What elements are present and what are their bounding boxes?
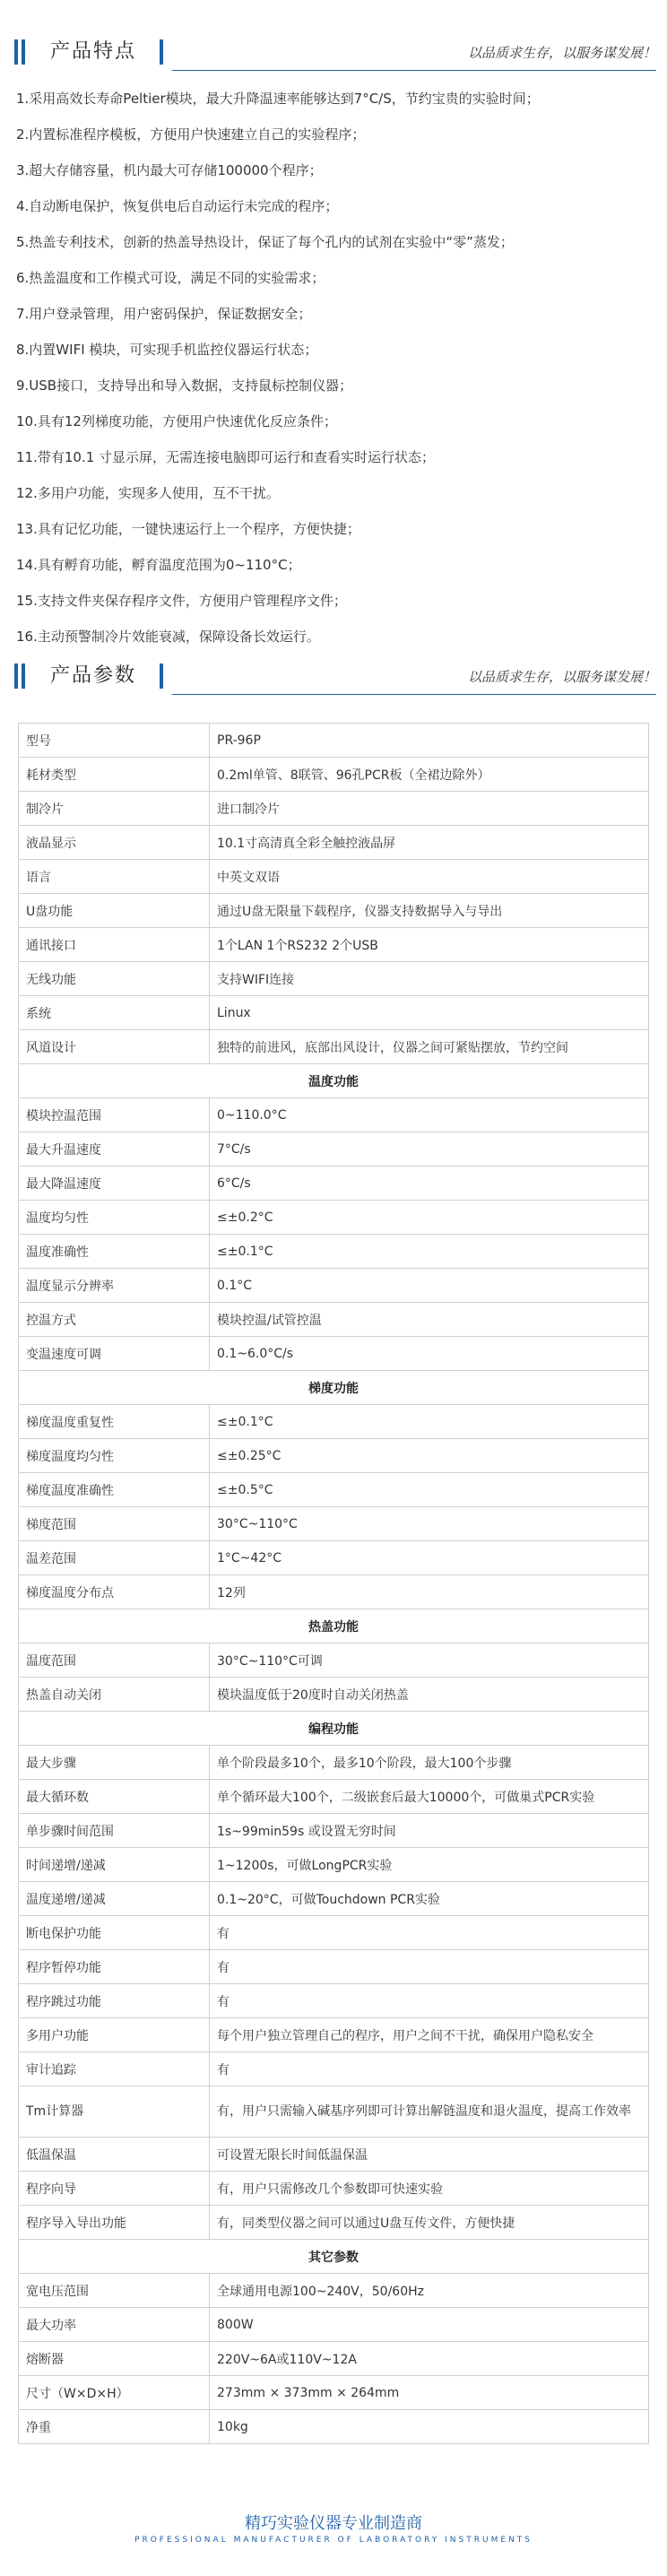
spec-row xyxy=(19,2018,649,2052)
spec-value: Linux xyxy=(210,996,649,1030)
header-accent-bar xyxy=(160,664,163,689)
spec-group-row xyxy=(19,1371,649,1405)
spec-value: 有，同类型仪器之间可以通过U盘互传文件，方便快捷 xyxy=(210,2206,649,2240)
spec-row xyxy=(19,1098,649,1132)
section-title: 产品特点 xyxy=(50,40,137,63)
spec-group-title: 梯度功能 xyxy=(19,1371,649,1405)
spec-key: 梯度温度重复性 xyxy=(19,1405,210,1439)
spec-value: 单个阶段最多10个，最多10个阶段，最大100个步骤 xyxy=(210,1746,649,1780)
spec-key: U盘功能 xyxy=(19,894,210,928)
spec-row xyxy=(19,1882,649,1916)
spec-key: 梯度温度分布点 xyxy=(19,1575,210,1609)
spec-row xyxy=(19,826,649,860)
spec-row xyxy=(19,1269,649,1303)
header-rule xyxy=(172,694,656,695)
spec-row xyxy=(19,2206,649,2240)
spec-value: 支持WIFI连接 xyxy=(210,962,649,996)
header-accent-bar xyxy=(22,39,25,65)
spec-group-title: 热盖功能 xyxy=(19,1609,649,1644)
spec-value: ≤±0.2°C xyxy=(210,1201,649,1235)
spec-key: 低温保温 xyxy=(19,2138,210,2172)
feature-item: 4.自动断电保护，恢复供电后自动运行未完成的程序； xyxy=(16,198,339,214)
spec-row xyxy=(19,1235,649,1269)
section-title: 产品参数 xyxy=(50,664,137,687)
spec-value: ≤±0.1°C xyxy=(210,1235,649,1269)
spec-key: 温度递增/递减 xyxy=(19,1882,210,1916)
spec-key: 风道设计 xyxy=(19,1030,210,1064)
spec-group-row xyxy=(19,2240,649,2274)
spec-row xyxy=(19,1439,649,1473)
spec-row xyxy=(19,2052,649,2086)
spec-key: 热盖自动关闭 xyxy=(19,1678,210,1712)
spec-key: 温差范围 xyxy=(19,1541,210,1575)
spec-key: 语言 xyxy=(19,860,210,894)
spec-value: 0.1~6.0°C/s xyxy=(210,1337,649,1371)
spec-key: 审计追踪 xyxy=(19,2052,210,2086)
spec-key: 程序跳过功能 xyxy=(19,1984,210,2018)
spec-key: 梯度范围 xyxy=(19,1507,210,1541)
spec-value: 进口制冷片 xyxy=(210,792,649,826)
spec-group-title: 编程功能 xyxy=(19,1712,649,1746)
feature-item: 6.热盖温度和工作模式可设，满足不同的实验需求； xyxy=(16,270,325,286)
spec-row xyxy=(19,928,649,962)
spec-key: 温度准确性 xyxy=(19,1235,210,1269)
spec-key: 模块控温范围 xyxy=(19,1098,210,1132)
spec-key: 耗材类型 xyxy=(19,758,210,792)
feature-list xyxy=(16,81,658,655)
spec-key: 多用户功能 xyxy=(19,2018,210,2052)
spec-key: 单步骤时间范围 xyxy=(19,1814,210,1848)
spec-row xyxy=(19,1780,649,1814)
spec-value: 273mm × 373mm × 264mm xyxy=(210,2376,649,2410)
spec-row xyxy=(19,996,649,1030)
spec-table xyxy=(18,723,649,2444)
spec-value: 有 xyxy=(210,1916,649,1950)
spec-group-row xyxy=(19,1712,649,1746)
spec-key: 宽电压范围 xyxy=(19,2274,210,2308)
spec-row xyxy=(19,792,649,826)
spec-value: 中英文双语 xyxy=(210,860,649,894)
spec-key: 变温速度可调 xyxy=(19,1337,210,1371)
spec-key: 温度显示分辨率 xyxy=(19,1269,210,1303)
spec-value: 800W xyxy=(210,2308,649,2342)
spec-value: ≤±0.25°C xyxy=(210,1439,649,1473)
spec-key: 通讯接口 xyxy=(19,928,210,962)
spec-group-row xyxy=(19,1064,649,1098)
feature-item: 12.多用户功能，实现多人使用，互不干扰。 xyxy=(16,485,280,501)
spec-key: 无线功能 xyxy=(19,962,210,996)
spec-key: 最大降温速度 xyxy=(19,1167,210,1201)
footer-tagline: PROFESSIONAL MANUFACTURER OF LABORATORY INSTRUMENTS xyxy=(134,2536,533,2545)
header-rule xyxy=(172,70,656,71)
spec-value: 10.1寸高清真全彩全触控液晶屏 xyxy=(210,826,649,860)
feature-item: 3.超大存储容量，机内最大可存储100000个程序； xyxy=(16,162,323,178)
spec-row xyxy=(19,1201,649,1235)
spec-value: 220V~6A或110V~12A xyxy=(210,2342,649,2376)
spec-key: 温度均匀性 xyxy=(19,1201,210,1235)
spec-key: 程序导入导出功能 xyxy=(19,2206,210,2240)
spec-value: 有，用户只需输入碱基序列即可计算出解链温度和退火温度，提高工作效率 xyxy=(210,2086,649,2138)
spec-key: 温度范围 xyxy=(19,1644,210,1678)
spec-value: 1个LAN 1个RS232 2个USB xyxy=(210,928,649,962)
header-accent-bar xyxy=(22,664,25,689)
spec-row xyxy=(19,860,649,894)
spec-value: 1~1200s，可做LongPCR实验 xyxy=(210,1848,649,1882)
spec-row xyxy=(19,894,649,928)
spec-key: 梯度温度准确性 xyxy=(19,1473,210,1507)
spec-value: 6°C/s xyxy=(210,1167,649,1201)
spec-row xyxy=(19,1167,649,1201)
spec-row xyxy=(19,1950,649,1984)
spec-value: 30°C~110°C可调 xyxy=(210,1644,649,1678)
spec-value: 单个循环最大100个，二级嵌套后最大10000个，可做巢式PCR实验 xyxy=(210,1780,649,1814)
spec-key: 尺寸（W×D×H） xyxy=(19,2376,210,2410)
spec-row xyxy=(19,2376,649,2410)
spec-value: 1°C~42°C xyxy=(210,1541,649,1575)
spec-key: 最大循环数 xyxy=(19,1780,210,1814)
header-accent-bar xyxy=(14,664,18,689)
spec-key: 液晶显示 xyxy=(19,826,210,860)
spec-value: 0.1°C xyxy=(210,1269,649,1303)
spec-value: 可设置无限长时间低温保温 xyxy=(210,2138,649,2172)
spec-row xyxy=(19,962,649,996)
spec-value: 每个用户独立管理自己的程序，用户之间不干扰，确保用户隐私安全 xyxy=(210,2018,649,2052)
spec-value: 有，用户只需修改几个参数即可快速实验 xyxy=(210,2172,649,2206)
spec-group-title: 其它参数 xyxy=(19,2240,649,2274)
feature-item: 7.用户登录管理，用户密码保护，保证数据安全； xyxy=(16,306,312,322)
spec-key: 制冷片 xyxy=(19,792,210,826)
spec-row xyxy=(19,1916,649,1950)
spec-value: 1s~99min59s 或设置无穷时间 xyxy=(210,1814,649,1848)
spec-group-title: 温度功能 xyxy=(19,1064,649,1098)
spec-row xyxy=(19,1644,649,1678)
spec-value: 10kg xyxy=(210,2410,649,2444)
spec-row xyxy=(19,1746,649,1780)
spec-value: 有 xyxy=(210,2052,649,2086)
spec-row xyxy=(19,758,649,792)
spec-row xyxy=(19,1473,649,1507)
spec-value: 模块温度低于20度时自动关闭热盖 xyxy=(210,1678,649,1712)
spec-value: 30°C~110°C xyxy=(210,1507,649,1541)
spec-value: 0.2ml单管、8联管、96孔PCR板（全裙边除外） xyxy=(210,758,649,792)
spec-key: 程序向导 xyxy=(19,2172,210,2206)
feature-item: 1.采用高效长寿命Peltier模块，最大升降温速率能够达到7°C/S，节约宝贵的实验时间； xyxy=(16,91,540,107)
spec-row xyxy=(19,1337,649,1371)
spec-group-row xyxy=(19,1609,649,1644)
spec-row xyxy=(19,1575,649,1609)
spec-value: ≤±0.1°C xyxy=(210,1405,649,1439)
spec-value: 有 xyxy=(210,1984,649,2018)
header-accent-bar xyxy=(14,39,18,65)
feature-item: 14.具有孵育功能，孵育温度范围为0~110°C； xyxy=(16,557,301,573)
feature-item: 8.内置WIFI 模块，可实现手机监控仪器运行状态； xyxy=(16,342,318,358)
spec-key: 程序暂停功能 xyxy=(19,1950,210,1984)
spec-row xyxy=(19,2342,649,2376)
spec-row xyxy=(19,1814,649,1848)
spec-value: 全球通用电源100~240V，50/60Hz xyxy=(210,2274,649,2308)
spec-row xyxy=(19,1303,649,1337)
spec-value: 模块控温/试管控温 xyxy=(210,1303,649,1337)
spec-key: 净重 xyxy=(19,2410,210,2444)
feature-item: 15.支持文件夹保存程序文件，方便用户管理程序文件； xyxy=(16,593,347,609)
spec-key: 熔断器 xyxy=(19,2342,210,2376)
spec-key: 最大步骤 xyxy=(19,1746,210,1780)
spec-key: 时间递增/递减 xyxy=(19,1848,210,1882)
feature-item: 16.主动预警制冷片效能衰减，保障设备长效运行。 xyxy=(16,629,320,645)
spec-row xyxy=(19,1541,649,1575)
spec-key: 型号 xyxy=(19,724,210,758)
spec-value: 0~110.0°C xyxy=(210,1098,649,1132)
spec-row xyxy=(19,1405,649,1439)
spec-row xyxy=(19,2274,649,2308)
section-slogan: 以品质求生存，以服务谋发展！ xyxy=(467,669,656,685)
spec-value: 0.1~20°C，可做Touchdown PCR实验 xyxy=(210,1882,649,1916)
spec-row xyxy=(19,2086,649,2138)
features-section-header xyxy=(0,32,667,72)
feature-item: 11.带有10.1 寸显示屏，无需连接电脑即可运行和查看实时运行状态； xyxy=(16,449,436,465)
spec-key: 梯度温度均匀性 xyxy=(19,1439,210,1473)
footer-company: 精巧实验仪器专业制造商 xyxy=(245,2514,422,2533)
spec-row xyxy=(19,1984,649,2018)
spec-key: 系统 xyxy=(19,996,210,1030)
spec-value: 独特的前进风，底部出风设计，仪器之间可紧贴摆放，节约空间 xyxy=(210,1030,649,1064)
spec-row xyxy=(19,2308,649,2342)
feature-item: 9.USB接口，支持导出和导入数据，支持鼠标控制仪器； xyxy=(16,377,353,394)
spec-value: 通过U盘无限量下载程序，仪器支持数据导入与导出 xyxy=(210,894,649,928)
feature-item: 5.热盖专利技术，创新的热盖导热设计，保证了每个孔内的试剂在实验中“零”蒸发； xyxy=(16,234,514,250)
spec-key: 控温方式 xyxy=(19,1303,210,1337)
spec-key: Tm计算器 xyxy=(19,2086,210,2138)
spec-key: 断电保护功能 xyxy=(19,1916,210,1950)
feature-item: 13.具有记忆功能，一键快速运行上一个程序，方便快捷； xyxy=(16,521,360,537)
spec-value: 12列 xyxy=(210,1575,649,1609)
spec-row xyxy=(19,2138,649,2172)
section-slogan: 以品质求生存，以服务谋发展！ xyxy=(467,45,656,61)
feature-item: 10.具有12列梯度功能，方便用户快速优化反应条件； xyxy=(16,413,337,429)
spec-key: 最大功率 xyxy=(19,2308,210,2342)
spec-row xyxy=(19,2172,649,2206)
spec-value: 7°C/s xyxy=(210,1132,649,1167)
spec-value: ≤±0.5°C xyxy=(210,1473,649,1507)
spec-value: 有 xyxy=(210,1950,649,1984)
spec-row xyxy=(19,1678,649,1712)
spec-row xyxy=(19,1132,649,1167)
params-section-header xyxy=(0,656,667,696)
spec-row xyxy=(19,1507,649,1541)
feature-item: 2.内置标准程序模板，方便用户快速建立自己的实验程序； xyxy=(16,126,366,143)
header-accent-bar xyxy=(160,39,163,65)
spec-key: 最大升温速度 xyxy=(19,1132,210,1167)
spec-row xyxy=(19,724,649,758)
spec-value: PR-96P xyxy=(210,724,649,758)
spec-row xyxy=(19,1848,649,1882)
spec-row xyxy=(19,1030,649,1064)
spec-row xyxy=(19,2410,649,2444)
